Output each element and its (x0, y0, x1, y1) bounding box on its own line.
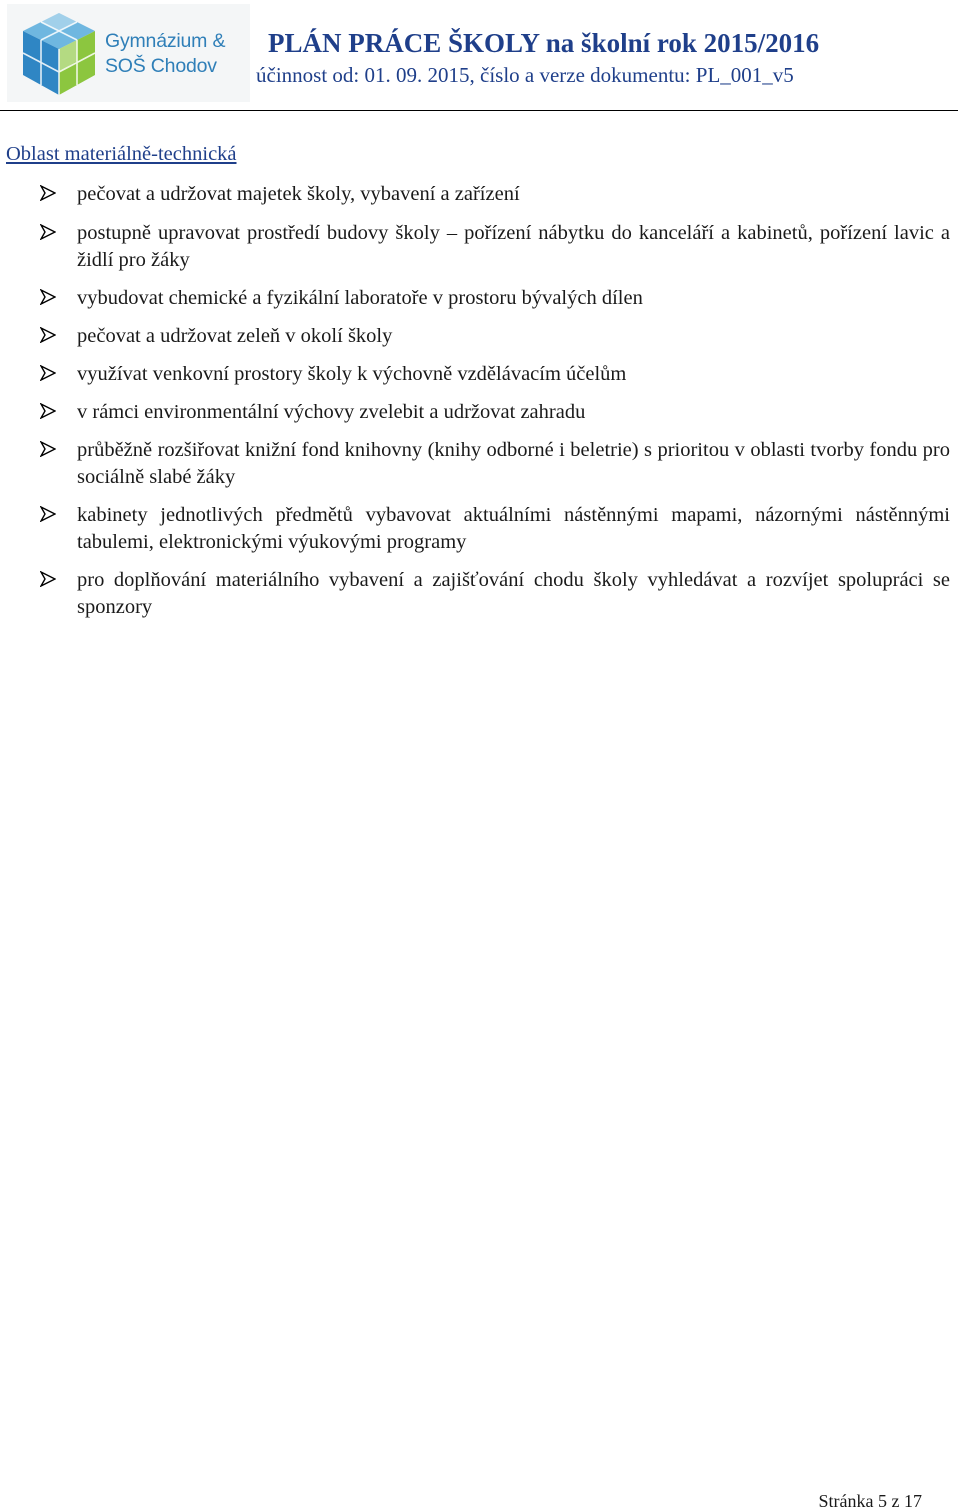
cube-logo-icon (21, 11, 97, 97)
document-meta: účinnost od: 01. 09. 2015, číslo a verze dokumentu: PL_001_v5 (256, 63, 794, 87)
arrowhead-bullet-icon (40, 506, 56, 522)
list-item-text: pečovat a udržovat zeleň v okolí školy (77, 325, 393, 347)
list-item-text: pro doplňování materiálního vybavení a zajišťování chodu školy vyhledávat a rozvíjet spolupráci se sponzory (77, 569, 950, 618)
list-item (0, 220, 960, 274)
arrowhead-bullet-icon (40, 327, 56, 343)
list-item-text: vybudovat chemické a fyzikální laboratoře v prostoru bývalých dílen (77, 287, 643, 309)
arrowhead-bullet-icon (40, 365, 56, 381)
arrowhead-bullet-icon (40, 224, 56, 240)
list-item (0, 323, 960, 350)
list-item-text: průběžně rozšiřovat knižní fond knihovny (knihy odborné i beletrie) s prioritou v oblasti tvorby fondu pro sociálně slabé žáky (77, 439, 950, 488)
list-item (0, 437, 960, 491)
list-item (0, 361, 960, 388)
arrowhead-bullet-icon (40, 403, 56, 419)
list-item-text: v rámci environmentální výchovy zvelebit a udržovat zahradu (77, 401, 586, 423)
list-item-text: postupně upravovat prostředí budovy školy – pořízení nábytku do kanceláří a kabinetů, pořízení lavic a židlí pro žáky (77, 222, 950, 271)
arrowhead-bullet-icon (40, 441, 56, 457)
arrowhead-bullet-icon (40, 185, 56, 201)
list-item (0, 502, 960, 556)
bullet-list (0, 181, 960, 632)
list-item (0, 567, 960, 621)
logo-text (105, 29, 225, 79)
section-heading: Oblast materiálně-technická (6, 143, 237, 165)
list-item-text: kabinety jednotlivých předmětů vybavovat aktuálními nástěnnými mapami, názornými nástěnnými tabulemi, elektronickými výukovými programy (77, 504, 950, 553)
school-logo (7, 4, 250, 102)
arrowhead-bullet-icon (40, 289, 56, 305)
list-item-text: pečovat a udržovat majetek školy, vybavení a zařízení (77, 183, 520, 205)
document-title: PLÁN PRÁCE ŠKOLY na školní rok 2015/2016 (268, 28, 820, 58)
logo-text-line2: SOŠ Chodov (105, 55, 217, 77)
list-item (0, 285, 960, 312)
list-item (0, 399, 960, 426)
header-divider (0, 110, 958, 111)
list-item (0, 181, 960, 208)
list-item-text: využívat venkovní prostory školy k výchovně vzdělávacím účelům (77, 363, 627, 385)
page-header (0, 0, 960, 112)
page-number: Stránka 5 z 17 (818, 1491, 922, 1511)
logo-text-line1: Gymnázium & (105, 30, 226, 52)
arrowhead-bullet-icon (40, 571, 56, 587)
